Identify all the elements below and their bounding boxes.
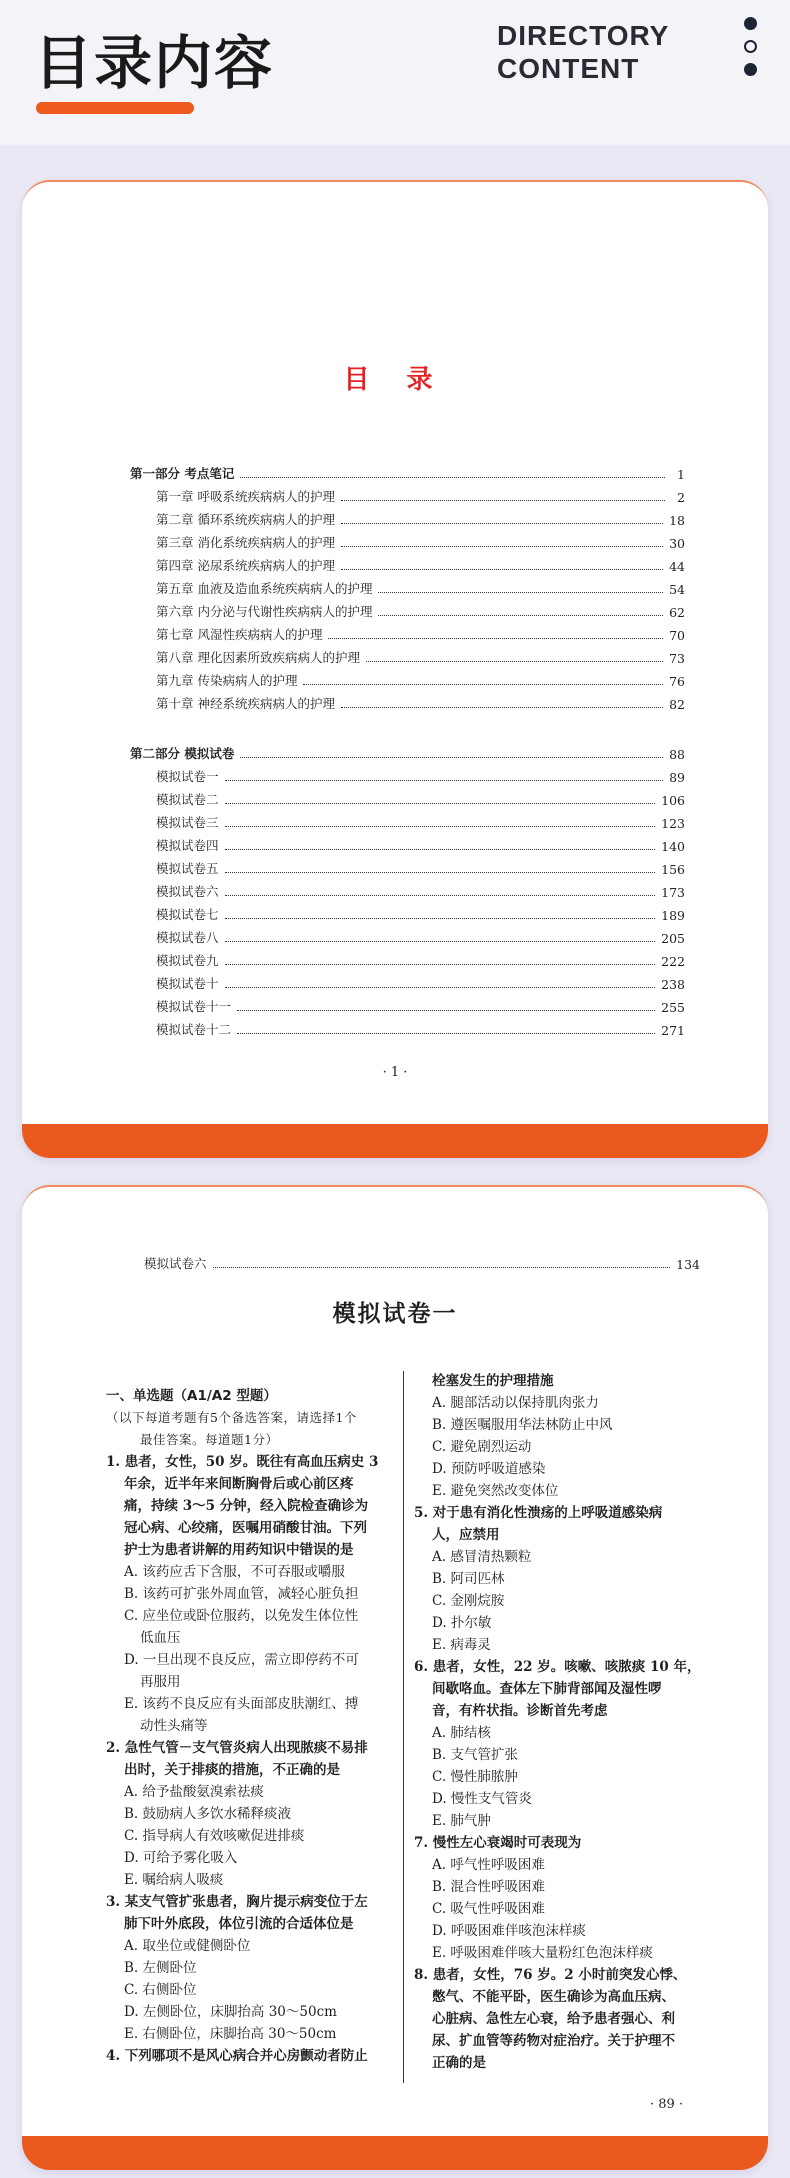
exam-text-line: A. 感冒清热颗粒 <box>432 1549 532 1565</box>
dot-leader <box>225 872 656 873</box>
dot-leader <box>328 638 663 639</box>
exam-text-line: 憋气、不能平卧，医生确诊为高血压病、 <box>432 1989 675 2005</box>
exam-text-line: 动性头痛等 <box>140 1718 208 1734</box>
exam-text-line: C. 金刚烷胺 <box>432 1593 505 1609</box>
dot-leader <box>240 757 663 758</box>
toc-exam-label: 模拟试卷三 <box>156 815 219 830</box>
exam-text-line: B. 支气管扩张 <box>432 1747 519 1763</box>
toc-exam-label: 模拟试卷七 <box>156 907 219 922</box>
toc-card <box>22 180 768 1158</box>
exam-text-line: D. 一旦出现不良反应，需立即停药不可 <box>124 1652 359 1668</box>
toc-chapter-label: 第四章 泌尿系统疾病病人的护理 <box>156 558 335 573</box>
exam-text-line: E. 右侧卧位，床脚抬高 30～50cm <box>124 2026 337 2042</box>
toc-chapter-row <box>156 554 685 574</box>
toc-exam-row <box>156 926 685 946</box>
toc-exam-row <box>156 880 685 900</box>
toc-chapter-row <box>156 508 685 528</box>
toc-page: 255 <box>661 1000 685 1015</box>
exam-text-line: E. 嘱给病人吸痰 <box>124 1872 224 1888</box>
exam-text-line: E. 病毒灵 <box>432 1637 491 1653</box>
toc-page: 44 <box>669 559 685 574</box>
exam-text-line: 尿、扩血管等药物对症治疗。关于护理不 <box>432 2033 675 2049</box>
dot-leader <box>341 569 663 570</box>
toc-page: 54 <box>669 582 685 597</box>
exam-text-line: A. 给予盐酸氨溴索祛痰 <box>124 1784 264 1800</box>
dot-icon <box>744 63 757 76</box>
exam-text-line: A. 该药应舌下含服，不可吞服或嚼服 <box>124 1564 345 1580</box>
dot-leader <box>237 1033 655 1034</box>
exam-text-line: 心脏病、急性左心衰，给予患者强心、利 <box>432 2011 675 2027</box>
toc-chapter-row <box>156 623 685 643</box>
exam-text-line: C. 吸气性呼吸困难 <box>432 1901 545 1917</box>
toc-page: 76 <box>669 674 685 689</box>
toc-page: 82 <box>669 697 685 712</box>
exam-text-line: C. 右侧卧位 <box>124 1982 197 1998</box>
header-title: 目录内容 <box>34 29 275 97</box>
toc-exam-row <box>156 765 685 785</box>
toc-exam-label: 模拟试卷五 <box>156 861 219 876</box>
toc-exam-row <box>156 1018 685 1038</box>
dot-leader <box>378 615 663 616</box>
toc-chapter-label: 第七章 风湿性疾病病人的护理 <box>156 627 323 642</box>
exam-text-line: D. 扑尔敏 <box>432 1615 492 1631</box>
dot-leader <box>366 661 663 662</box>
toc-exam-label: 模拟试卷十一 <box>156 999 232 1014</box>
toc-exam-label: 模拟试卷八 <box>156 930 219 945</box>
toc-part-label: 第二部分 模拟试卷 <box>130 746 235 761</box>
toc-page: 89 <box>669 770 685 785</box>
card-footer-band <box>22 2136 768 2170</box>
exam-text-line: 痛，持续 3～5 分钟，经入院检查确诊为 <box>124 1498 369 1514</box>
toc-page: 106 <box>661 793 685 808</box>
dot-leader <box>225 780 664 781</box>
exam-text-line: A. 肺结核 <box>432 1725 491 1741</box>
toc-chapter-label: 第九章 传染病病人的护理 <box>156 673 298 688</box>
exam-text-line: B. 左侧卧位 <box>124 1960 197 1976</box>
toc-chapter-label: 第八章 理化因素所致疾病病人的护理 <box>156 650 360 665</box>
exam-text-line: 5. 对于患有消化性溃疡的上呼吸道感染病 <box>414 1505 663 1521</box>
exam-text-line: B. 该药可扩张外周血管，减轻心脏负担 <box>124 1586 359 1602</box>
exam-text-line: 肺下叶外底段，体位引流的合适体位是 <box>124 1916 354 1932</box>
exam-text-line: C. 避免剧烈运动 <box>432 1439 532 1455</box>
exam-text-line: D. 呼吸困难伴咳泡沫样痰 <box>432 1923 586 1939</box>
exam-text-line: C. 应坐位或卧位服药，以免发生体位性 <box>124 1608 359 1624</box>
toc-exam-row <box>156 949 685 969</box>
toc-page: 62 <box>669 605 685 620</box>
toc-page: 123 <box>661 816 685 831</box>
toc-chapter-row <box>156 485 685 505</box>
toc-page: 140 <box>661 839 685 854</box>
toc-title: 目 录 <box>343 365 447 395</box>
exam-text-line: 最佳答案。每道题1分） <box>140 1432 279 1447</box>
dot-hollow-icon <box>744 40 757 53</box>
dot-leader <box>225 803 656 804</box>
exam-text-line: D. 慢性支气管炎 <box>432 1791 532 1807</box>
toc-exam-row <box>156 834 685 854</box>
exam-title: 模拟试卷一 <box>332 1300 458 1327</box>
toc-chapter-label: 第一章 呼吸系统疾病病人的护理 <box>156 489 335 504</box>
exam-text-line: 8. 患者，女性，76 岁。2 小时前突发心悸、 <box>414 1967 687 1983</box>
exam-text-line: 2. 急性气管－支气管炎病人出现脓痰不易排 <box>106 1740 368 1756</box>
exam-text-line: E. 呼吸困难伴咳大量粉红色泡沫样痰 <box>432 1945 653 1961</box>
toc-exam-label: 模拟试卷九 <box>156 953 219 968</box>
exam-text-line: A. 呼气性呼吸困难 <box>432 1857 545 1873</box>
exam-text-line: C. 慢性肺脓肿 <box>432 1769 518 1785</box>
toc-chapter-row <box>156 577 685 597</box>
toc-chapter-label: 第二章 循环系统疾病病人的护理 <box>156 512 335 527</box>
toc-page: 1 <box>677 467 685 482</box>
page-number: · 89 · <box>650 2097 684 2112</box>
exam-text-line: 音，有杵状指。诊断首先考虑 <box>432 1703 608 1719</box>
toc-chapter-row <box>156 646 685 666</box>
exam-text-line: A. 腿部活动以保持肌肉张力 <box>432 1395 599 1411</box>
exam-text-line: 低血压 <box>140 1630 181 1646</box>
card-footer-band <box>22 1124 768 1158</box>
toc-page: 238 <box>661 977 685 992</box>
exam-text-line: E. 肺气肿 <box>432 1813 491 1829</box>
exam-right-column <box>414 1370 716 2074</box>
toc-chapter-label: 第六章 内分泌与代谢性疾病病人的护理 <box>156 604 373 619</box>
toc-chapter-row <box>156 531 685 551</box>
exam-text-line: D. 左侧卧位，床脚抬高 30～50cm <box>124 2004 337 2020</box>
dot-leader <box>303 684 663 685</box>
toc-exam-label: 模拟试卷六 <box>144 1256 207 1271</box>
dot-leader <box>341 523 663 524</box>
dot-leader <box>225 826 656 827</box>
toc-exam-label: 模拟试卷十 <box>156 976 219 991</box>
exam-left-column <box>106 1385 392 2067</box>
toc-part-label: 第一部分 考点笔记 <box>130 466 235 481</box>
exam-text-line: 出时，关于排痰的措施，不正确的是 <box>124 1762 340 1778</box>
exam-text-line: 7. 慢性左心衰竭时可表现为 <box>414 1835 582 1851</box>
exam-text-line: B. 阿司匹林 <box>432 1571 505 1587</box>
exam-text-line: 人，应禁用 <box>432 1527 500 1543</box>
dot-leader <box>341 546 663 547</box>
toc-chapter-row <box>156 669 685 689</box>
header-en-line2: CONTENT <box>497 53 640 84</box>
exam-text-line: 6. 患者，女性，22 岁。咳嗽、咳脓痰 10 年， <box>414 1659 701 1675</box>
dot-leader <box>225 918 656 919</box>
exam-text-line: 再服用 <box>140 1674 181 1690</box>
dot-leader <box>237 1010 655 1011</box>
exam-text-line: E. 避免突然改变体位 <box>432 1483 559 1499</box>
exam-text-line: （以下每道考题有5个备选答案，请选择1个 <box>106 1410 357 1425</box>
header-accent-bar <box>36 102 194 114</box>
toc-page: 205 <box>661 931 685 946</box>
toc-page: 173 <box>661 885 685 900</box>
dot-leader <box>213 1267 671 1268</box>
pagination-dots <box>744 17 757 86</box>
column-divider <box>403 1371 404 2083</box>
toc-page: 73 <box>669 651 685 666</box>
dot-leader <box>225 941 656 942</box>
toc-exam-row <box>156 903 685 923</box>
exam-text-line: 正确的是 <box>432 2055 486 2071</box>
toc-exam-label: 模拟试卷六 <box>156 884 219 899</box>
exam-text-line: 1. 患者，女性，50 岁。既往有高血压病史 3 <box>106 1454 379 1470</box>
dot-leader <box>341 500 665 501</box>
toc-exam-label: 模拟试卷十二 <box>156 1022 232 1037</box>
exam-text-line: 4. 下列哪项不是风心病合并心房颤动者防止 <box>106 2048 368 2064</box>
toc-chapter-label: 第十章 神经系统疾病病人的护理 <box>156 696 335 711</box>
sample-page-card <box>22 1185 768 2170</box>
exam-text-line: D. 预防呼吸道感染 <box>432 1461 546 1477</box>
toc-part1-row <box>130 462 685 482</box>
toc-exam-row <box>144 1254 700 1272</box>
toc-page: 70 <box>669 628 685 643</box>
page-number: · 1 · <box>382 1065 408 1080</box>
exam-text-line: C. 指导病人有效咳嗽促进排痰 <box>124 1828 305 1844</box>
toc-exam-label: 模拟试卷一 <box>156 769 219 784</box>
dot-icon <box>744 17 757 30</box>
dot-leader <box>225 895 656 896</box>
dot-leader <box>225 849 656 850</box>
dot-leader <box>378 592 663 593</box>
toc-page: 2 <box>677 490 685 505</box>
toc-page: 271 <box>661 1023 685 1038</box>
toc-page: 156 <box>661 862 685 877</box>
toc-exam-row <box>156 972 685 992</box>
dot-leader <box>225 964 656 965</box>
toc-page: 30 <box>669 536 685 551</box>
toc-page: 222 <box>661 954 685 969</box>
toc-page: 134 <box>676 1257 700 1272</box>
toc-exam-row <box>156 857 685 877</box>
exam-text-line: B. 遵医嘱服用华法林防止中风 <box>432 1417 613 1433</box>
toc-page: 18 <box>669 513 685 528</box>
toc-part2-row <box>130 742 685 762</box>
dot-leader <box>225 987 656 988</box>
header-english-title <box>497 19 669 85</box>
toc-exam-row <box>156 811 685 831</box>
exam-text-line: 一、单选题（A1/A2 型题） <box>106 1388 277 1404</box>
toc-chapter-row <box>156 600 685 620</box>
exam-text-line: 3. 某支气管扩张患者，胸片提示病变位于左 <box>106 1894 368 1910</box>
toc-chapter-row <box>156 692 685 712</box>
exam-text-line: D. 可给予雾化吸入 <box>124 1850 238 1866</box>
exam-text-line: 护士为患者讲解的用药知识中错误的是 <box>124 1542 354 1558</box>
toc-page: 88 <box>669 747 685 762</box>
toc-chapter-label: 第三章 消化系统疾病病人的护理 <box>156 535 335 550</box>
toc-chapter-label: 第五章 血液及造血系统疾病病人的护理 <box>156 581 373 596</box>
toc-exam-label: 模拟试卷二 <box>156 792 219 807</box>
toc-exam-label: 模拟试卷四 <box>156 838 219 853</box>
exam-text-line: 冠心病、心绞痛，医嘱用硝酸甘油。下列 <box>124 1520 367 1536</box>
toc-exam-row <box>156 788 685 808</box>
exam-text-line: B. 鼓励病人多饮水稀释痰液 <box>124 1806 292 1822</box>
toc-exam-row <box>156 995 685 1015</box>
header-en-line1: DIRECTORY <box>497 20 670 51</box>
dot-leader <box>341 707 663 708</box>
exam-text-line: 年余，近半年来间断胸骨后或心前区疼 <box>124 1476 354 1492</box>
exam-text-line: 栓塞发生的护理措施 <box>432 1373 554 1389</box>
exam-text-line: E. 该药不良反应有头面部皮肤潮红、搏 <box>124 1696 359 1712</box>
dot-leader <box>240 477 665 478</box>
toc-page: 189 <box>661 908 685 923</box>
exam-text-line: 间歇咯血。查体左下肺背部闻及湿性啰 <box>432 1681 662 1697</box>
exam-text-line: A. 取坐位或健侧卧位 <box>124 1938 251 1954</box>
exam-text-line: B. 混合性呼吸困难 <box>432 1879 546 1895</box>
page-header <box>0 0 790 145</box>
